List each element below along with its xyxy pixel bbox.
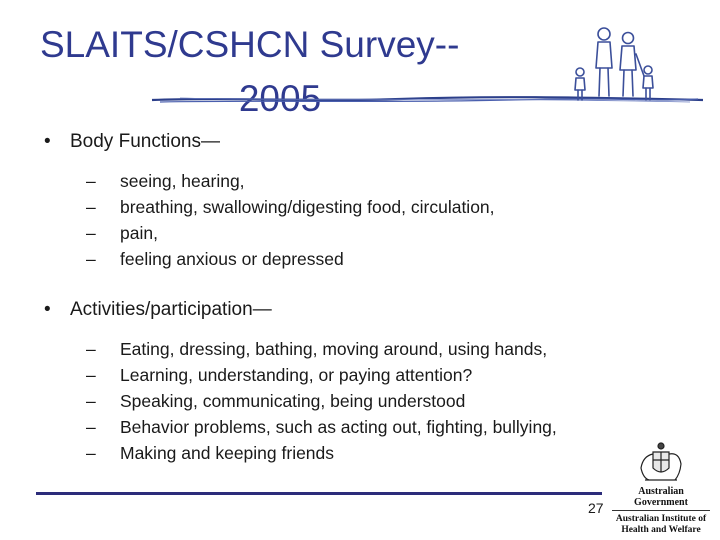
list-item-text: Speaking, communicating, being understood — [120, 391, 466, 411]
section-heading-text: Body Functions— — [70, 131, 220, 152]
sub-list — [86, 336, 557, 466]
dash-icon: – — [86, 391, 96, 411]
logo-line-2: Australian Institute of — [615, 514, 707, 524]
title-line-2: 2005 — [238, 78, 322, 119]
list-item — [86, 220, 495, 246]
list-item — [86, 168, 495, 194]
title-line-1: SLAITS/CSHCN Survey-- — [40, 24, 460, 65]
dash-icon: – — [86, 249, 96, 269]
list-item-text: pain, — [120, 223, 158, 243]
footer-rule — [36, 492, 602, 495]
list-item — [86, 440, 557, 466]
coat-of-arms-icon — [635, 440, 687, 484]
list-item-text: Eating, dressing, bathing, moving around, using hands, — [120, 339, 548, 359]
dash-icon: – — [86, 223, 96, 243]
logo-line-3: Health and Welfare — [621, 525, 701, 535]
list-item — [86, 246, 495, 272]
list-item-text: feeling anxious or depressed — [120, 249, 344, 269]
section-heading-text: Activities/participation— — [70, 299, 272, 320]
section-body-functions — [44, 130, 495, 272]
aihw-logo — [612, 440, 710, 536]
list-item-text: Behavior problems, such as acting out, fighting, bullying, — [120, 417, 557, 437]
dash-icon: – — [86, 443, 96, 463]
dash-icon: – — [86, 417, 96, 437]
dash-icon: – — [86, 197, 96, 217]
list-item-text: breathing, swallowing/digesting food, circulation, — [120, 197, 495, 217]
logo-line-1: Australian Government — [612, 486, 710, 511]
list-item — [86, 194, 495, 220]
list-item — [86, 336, 557, 362]
list-item — [86, 362, 557, 388]
section-heading — [44, 130, 495, 154]
dash-icon: – — [86, 171, 96, 191]
sub-list — [86, 168, 495, 272]
family-figures-icon — [570, 24, 660, 102]
section-heading — [44, 298, 557, 322]
bullet-icon: • — [44, 131, 51, 152]
page-number: 27 — [588, 500, 604, 516]
slide-title — [40, 18, 580, 126]
dash-icon: – — [86, 339, 96, 359]
list-item-text: Making and keeping friends — [120, 443, 335, 463]
section-activities-participation — [44, 298, 557, 466]
bullet-icon: • — [44, 299, 51, 320]
list-item — [86, 414, 557, 440]
list-item-text: seeing, hearing, — [120, 171, 245, 191]
dash-icon: – — [86, 365, 96, 385]
list-item-text: Learning, understanding, or paying attention? — [120, 365, 473, 385]
list-item — [86, 388, 557, 414]
